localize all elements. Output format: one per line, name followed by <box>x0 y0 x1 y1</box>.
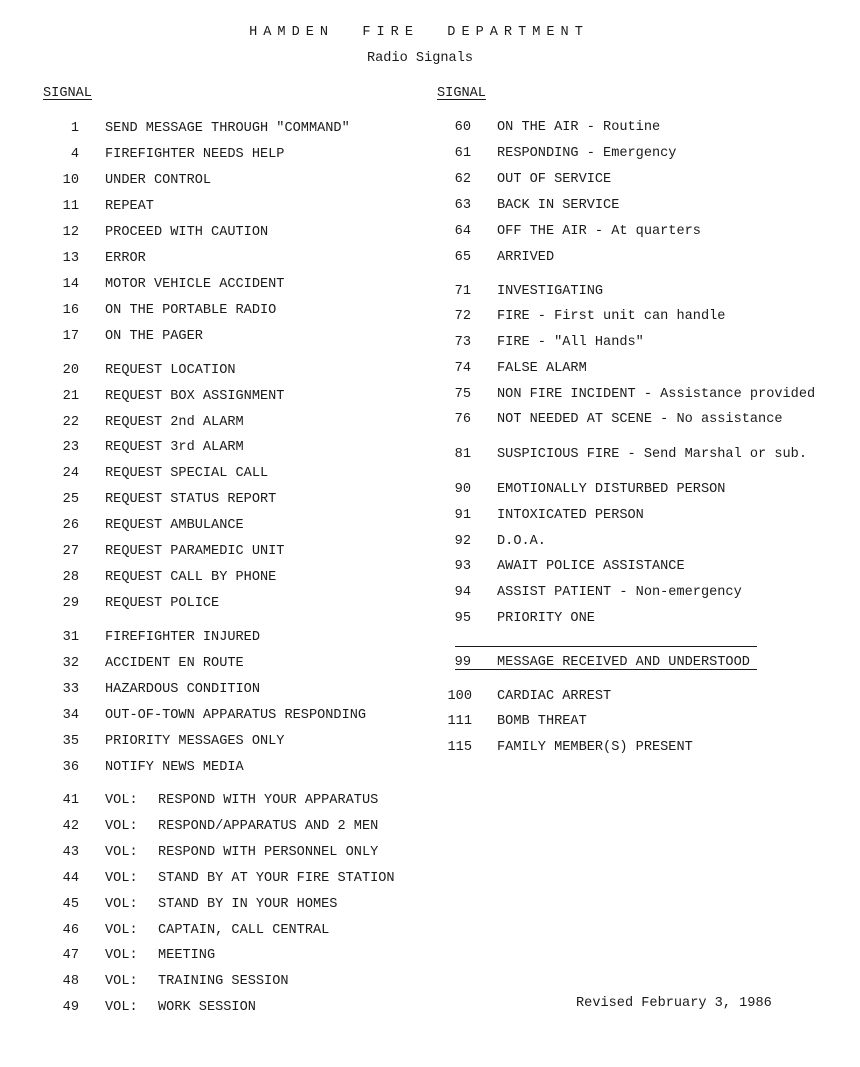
signal-description: REQUEST STATUS REPORT <box>105 492 277 507</box>
signal-code: 100 <box>447 689 472 704</box>
signal-description: PROCEED WITH CAUTION <box>105 225 269 240</box>
signal-description: MEETING <box>158 948 216 963</box>
signal-description: OUT OF SERVICE <box>497 172 612 187</box>
signal-description: RESPOND WITH PERSONNEL ONLY <box>158 845 379 860</box>
signal-99-rule-box <box>455 646 757 670</box>
signal-code: 13 <box>62 251 79 266</box>
signal-code: 65 <box>454 250 471 265</box>
right-column-header: SIGNAL <box>437 86 486 101</box>
signal-description: REQUEST SPECIAL CALL <box>105 466 269 481</box>
signal-code: 16 <box>62 303 79 318</box>
signal-code: 115 <box>447 740 472 755</box>
signal-code: 17 <box>62 329 79 344</box>
signal-code: 81 <box>454 447 471 462</box>
signal-description: REPEAT <box>105 199 154 214</box>
signal-code: 63 <box>454 198 471 213</box>
signal-description: D.O.A. <box>497 534 546 549</box>
signal-code: 111 <box>447 714 472 729</box>
signal-code: 11 <box>62 199 79 214</box>
signal-description: REQUEST 3rd ALARM <box>105 440 244 455</box>
signal-description: MOTOR VEHICLE ACCIDENT <box>105 277 285 292</box>
left-column-header: SIGNAL <box>43 86 92 101</box>
signal-code: 32 <box>62 656 79 671</box>
signal-description: BACK IN SERVICE <box>497 198 620 213</box>
signal-code: 91 <box>454 508 471 523</box>
signal-description: ON THE AIR - Routine <box>497 120 661 135</box>
signal-code: 48 <box>62 974 79 989</box>
signal-code: 73 <box>454 335 471 350</box>
volunteer-prefix: VOL: <box>105 1000 138 1015</box>
signal-code: 4 <box>70 147 79 162</box>
signal-description: NOTIFY NEWS MEDIA <box>105 760 244 775</box>
signal-description: FIRE - First unit can handle <box>497 309 726 324</box>
document-subtitle: Radio Signals <box>366 51 474 66</box>
signal-description: FIRE - "All Hands" <box>497 335 644 350</box>
signal-description: BOMB THREAT <box>497 714 587 729</box>
signal-description: RESPOND WITH YOUR APPARATUS <box>158 793 379 808</box>
signal-code: 99 <box>454 655 471 670</box>
signal-description: UNDER CONTROL <box>105 173 212 188</box>
signal-code: 28 <box>62 570 79 585</box>
signal-description: REQUEST PARAMEDIC UNIT <box>105 544 285 559</box>
signal-description: INVESTIGATING <box>497 284 604 299</box>
signal-description: FALSE ALARM <box>497 361 587 376</box>
signal-code: 27 <box>62 544 79 559</box>
signal-code: 71 <box>454 284 471 299</box>
signal-code: 95 <box>454 611 471 626</box>
signal-code: 33 <box>62 682 79 697</box>
signal-code: 10 <box>62 173 79 188</box>
revision-date: Revised February 3, 1986 <box>576 996 772 1011</box>
signal-description: RESPOND/APPARATUS AND 2 MEN <box>158 819 379 834</box>
signal-code: 75 <box>454 387 471 402</box>
volunteer-prefix: VOL: <box>105 923 138 938</box>
signal-code: 94 <box>454 585 471 600</box>
signal-code: 93 <box>454 559 471 574</box>
signal-description: OFF THE AIR - At quarters <box>497 224 701 239</box>
signal-code: 72 <box>454 309 471 324</box>
signal-description: ACCIDENT EN ROUTE <box>105 656 244 671</box>
signal-code: 43 <box>62 845 79 860</box>
signal-description: SUSPICIOUS FIRE - Send Marshal or sub. <box>497 447 807 462</box>
signal-description: STAND BY AT YOUR FIRE STATION <box>158 871 395 886</box>
signal-code: 34 <box>62 708 79 723</box>
signal-description: ON THE PAGER <box>105 329 203 344</box>
volunteer-prefix: VOL: <box>105 793 138 808</box>
volunteer-prefix: VOL: <box>105 948 138 963</box>
signal-description: WORK SESSION <box>158 1000 256 1015</box>
signal-description: OUT-OF-TOWN APPARATUS RESPONDING <box>105 708 367 723</box>
signal-description: SEND MESSAGE THROUGH "COMMAND" <box>105 121 350 136</box>
signal-description: AWAIT POLICE ASSISTANCE <box>497 559 685 574</box>
signal-description: ASSIST PATIENT - Non-emergency <box>497 585 742 600</box>
signal-code: 46 <box>62 923 79 938</box>
volunteer-prefix: VOL: <box>105 974 138 989</box>
signal-description: MESSAGE RECEIVED AND UNDERSTOOD <box>497 655 750 670</box>
document-title: HAMDEN FIRE DEPARTMENT <box>249 25 589 40</box>
signal-code: 21 <box>62 389 79 404</box>
signal-description: ERROR <box>105 251 146 266</box>
signal-description: REQUEST BOX ASSIGNMENT <box>105 389 285 404</box>
signal-code: 62 <box>454 172 471 187</box>
signal-description: TRAINING SESSION <box>158 974 289 989</box>
signal-code: 90 <box>454 482 471 497</box>
signal-code: 41 <box>62 793 79 808</box>
signal-description: ARRIVED <box>497 250 555 265</box>
signal-code: 49 <box>62 1000 79 1015</box>
signal-description: EMOTIONALLY DISTURBED PERSON <box>497 482 726 497</box>
signal-description: REQUEST POLICE <box>105 596 220 611</box>
signal-description: CARDIAC ARREST <box>497 689 612 704</box>
signal-code: 64 <box>454 224 471 239</box>
signal-description: REQUEST LOCATION <box>105 363 236 378</box>
signal-code: 42 <box>62 819 79 834</box>
signal-code: 14 <box>62 277 79 292</box>
volunteer-prefix: VOL: <box>105 871 138 886</box>
signal-description: REQUEST CALL BY PHONE <box>105 570 277 585</box>
signal-code: 22 <box>62 415 79 430</box>
signal-code: 44 <box>62 871 79 886</box>
signal-description: NON FIRE INCIDENT - Assistance provided <box>497 387 816 402</box>
signal-code: 29 <box>62 596 79 611</box>
signal-description: STAND BY IN YOUR HOMES <box>158 897 338 912</box>
signal-description: REQUEST AMBULANCE <box>105 518 244 533</box>
signal-code: 36 <box>62 760 79 775</box>
signal-code: 31 <box>62 630 79 645</box>
signal-description: FIREFIGHTER INJURED <box>105 630 260 645</box>
signal-code: 92 <box>454 534 471 549</box>
signal-code: 12 <box>62 225 79 240</box>
signal-description: HAZARDOUS CONDITION <box>105 682 260 697</box>
signal-code: 45 <box>62 897 79 912</box>
signal-description: FAMILY MEMBER(S) PRESENT <box>497 740 693 755</box>
volunteer-prefix: VOL: <box>105 845 138 860</box>
signal-code: 74 <box>454 361 471 376</box>
signal-code: 60 <box>454 120 471 135</box>
signal-code: 24 <box>62 466 79 481</box>
signal-description: NOT NEEDED AT SCENE - No assistance <box>497 412 783 427</box>
volunteer-prefix: VOL: <box>105 819 138 834</box>
signal-code: 26 <box>62 518 79 533</box>
signal-code: 25 <box>62 492 79 507</box>
signal-code: 47 <box>62 948 79 963</box>
signal-description: CAPTAIN, CALL CENTRAL <box>158 923 330 938</box>
signal-description: FIREFIGHTER NEEDS HELP <box>105 147 285 162</box>
signal-description: PRIORITY ONE <box>497 611 595 626</box>
signal-code: 23 <box>62 440 79 455</box>
signal-description: ON THE PORTABLE RADIO <box>105 303 277 318</box>
signal-description: RESPONDING - Emergency <box>497 146 677 161</box>
signal-description: REQUEST 2nd ALARM <box>105 415 244 430</box>
signal-code: 1 <box>70 121 79 136</box>
signal-description: INTOXICATED PERSON <box>497 508 644 523</box>
signal-code: 76 <box>454 412 471 427</box>
signal-code: 61 <box>454 146 471 161</box>
signal-code: 35 <box>62 734 79 749</box>
volunteer-prefix: VOL: <box>105 897 138 912</box>
signal-code: 20 <box>62 363 79 378</box>
signal-description: PRIORITY MESSAGES ONLY <box>105 734 285 749</box>
